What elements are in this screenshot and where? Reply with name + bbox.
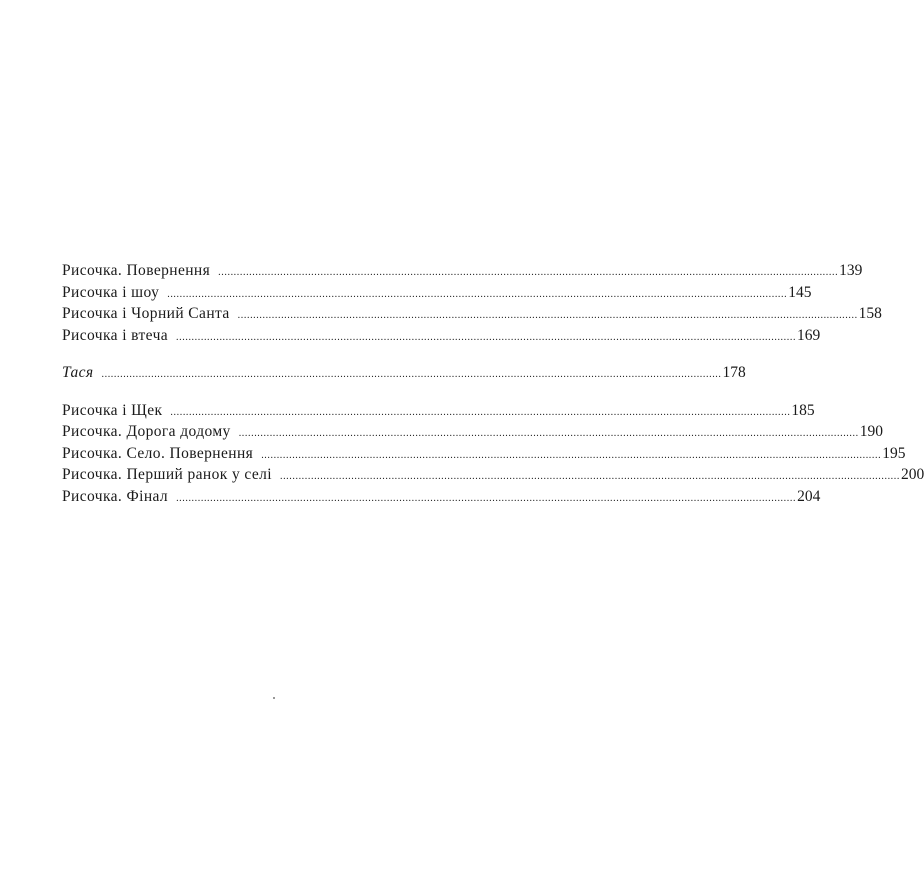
toc-entry-title: Рисочка і втеча bbox=[62, 326, 169, 344]
toc-entry bbox=[62, 325, 821, 347]
toc-entry bbox=[62, 260, 863, 282]
toc-entry-page: 145 bbox=[788, 283, 812, 301]
toc-leader-dots: ........................................................................................................................................................................................................ bbox=[237, 310, 858, 321]
toc-leader-dots: ........................................................................................................................................................................................................ bbox=[176, 492, 797, 504]
toc-entry-page: 190 bbox=[859, 423, 883, 440]
toc-entry-page: 204 bbox=[797, 487, 821, 505]
toc-entry-title: Рисочка. Фінал bbox=[62, 487, 169, 505]
toc-leader-dots: ........................................................................................................................................................................................................ bbox=[218, 267, 839, 278]
toc-group bbox=[62, 362, 746, 384]
toc-entry-page: 158 bbox=[858, 305, 882, 322]
toc-entry bbox=[62, 282, 812, 304]
toc-entry-title: Рисочка. Село. Повернення bbox=[62, 444, 254, 462]
table-of-contents bbox=[62, 260, 924, 507]
toc-entry bbox=[62, 400, 815, 422]
toc-leader-dots: ........................................................................................................................................................................................................ bbox=[176, 331, 797, 343]
toc-entry-title: Рисочка і Чорний Санта bbox=[62, 305, 230, 322]
toc-group bbox=[62, 400, 924, 508]
toc-entry-page: 200 bbox=[900, 466, 924, 483]
toc-entry-page: 169 bbox=[797, 326, 821, 344]
toc-leader-dots: ........................................................................................................................................................................................................ bbox=[167, 288, 788, 300]
toc-entry-title: Рисочка і Щек bbox=[62, 401, 163, 419]
toc-entry-page: 178 bbox=[722, 364, 746, 381]
toc-entry-title: Рисочка. Повернення bbox=[62, 262, 211, 279]
toc-entry-page: 139 bbox=[839, 262, 863, 279]
toc-entry bbox=[62, 443, 906, 465]
toc-leader-dots: ........................................................................................................................................................................................................ bbox=[101, 369, 722, 380]
toc-entry-page: 185 bbox=[791, 401, 815, 419]
toc-entry bbox=[62, 362, 746, 384]
toc-entry-page: 195 bbox=[882, 444, 906, 462]
toc-entry-title: Рисочка. Перший ранок у селі bbox=[62, 466, 272, 483]
toc-leader-dots: ........................................................................................................................................................................................................ bbox=[238, 428, 859, 439]
toc-entry bbox=[62, 303, 882, 325]
toc-group bbox=[62, 260, 882, 346]
toc-leader-dots: ........................................................................................................................................................................................................ bbox=[279, 471, 900, 482]
toc-leader-dots: ........................................................................................................................................................................................................ bbox=[261, 449, 882, 461]
toc-entry-title: Рисочка і шоу bbox=[62, 283, 160, 301]
toc-entry-title: Тася bbox=[62, 364, 94, 381]
toc-entry bbox=[62, 486, 821, 508]
toc-leader-dots: ........................................................................................................................................................................................................ bbox=[170, 406, 791, 418]
paper-speck bbox=[273, 697, 275, 699]
toc-entry-title: Рисочка. Дорога додому bbox=[62, 423, 231, 440]
toc-entry bbox=[62, 421, 883, 443]
toc-entry bbox=[62, 464, 924, 486]
